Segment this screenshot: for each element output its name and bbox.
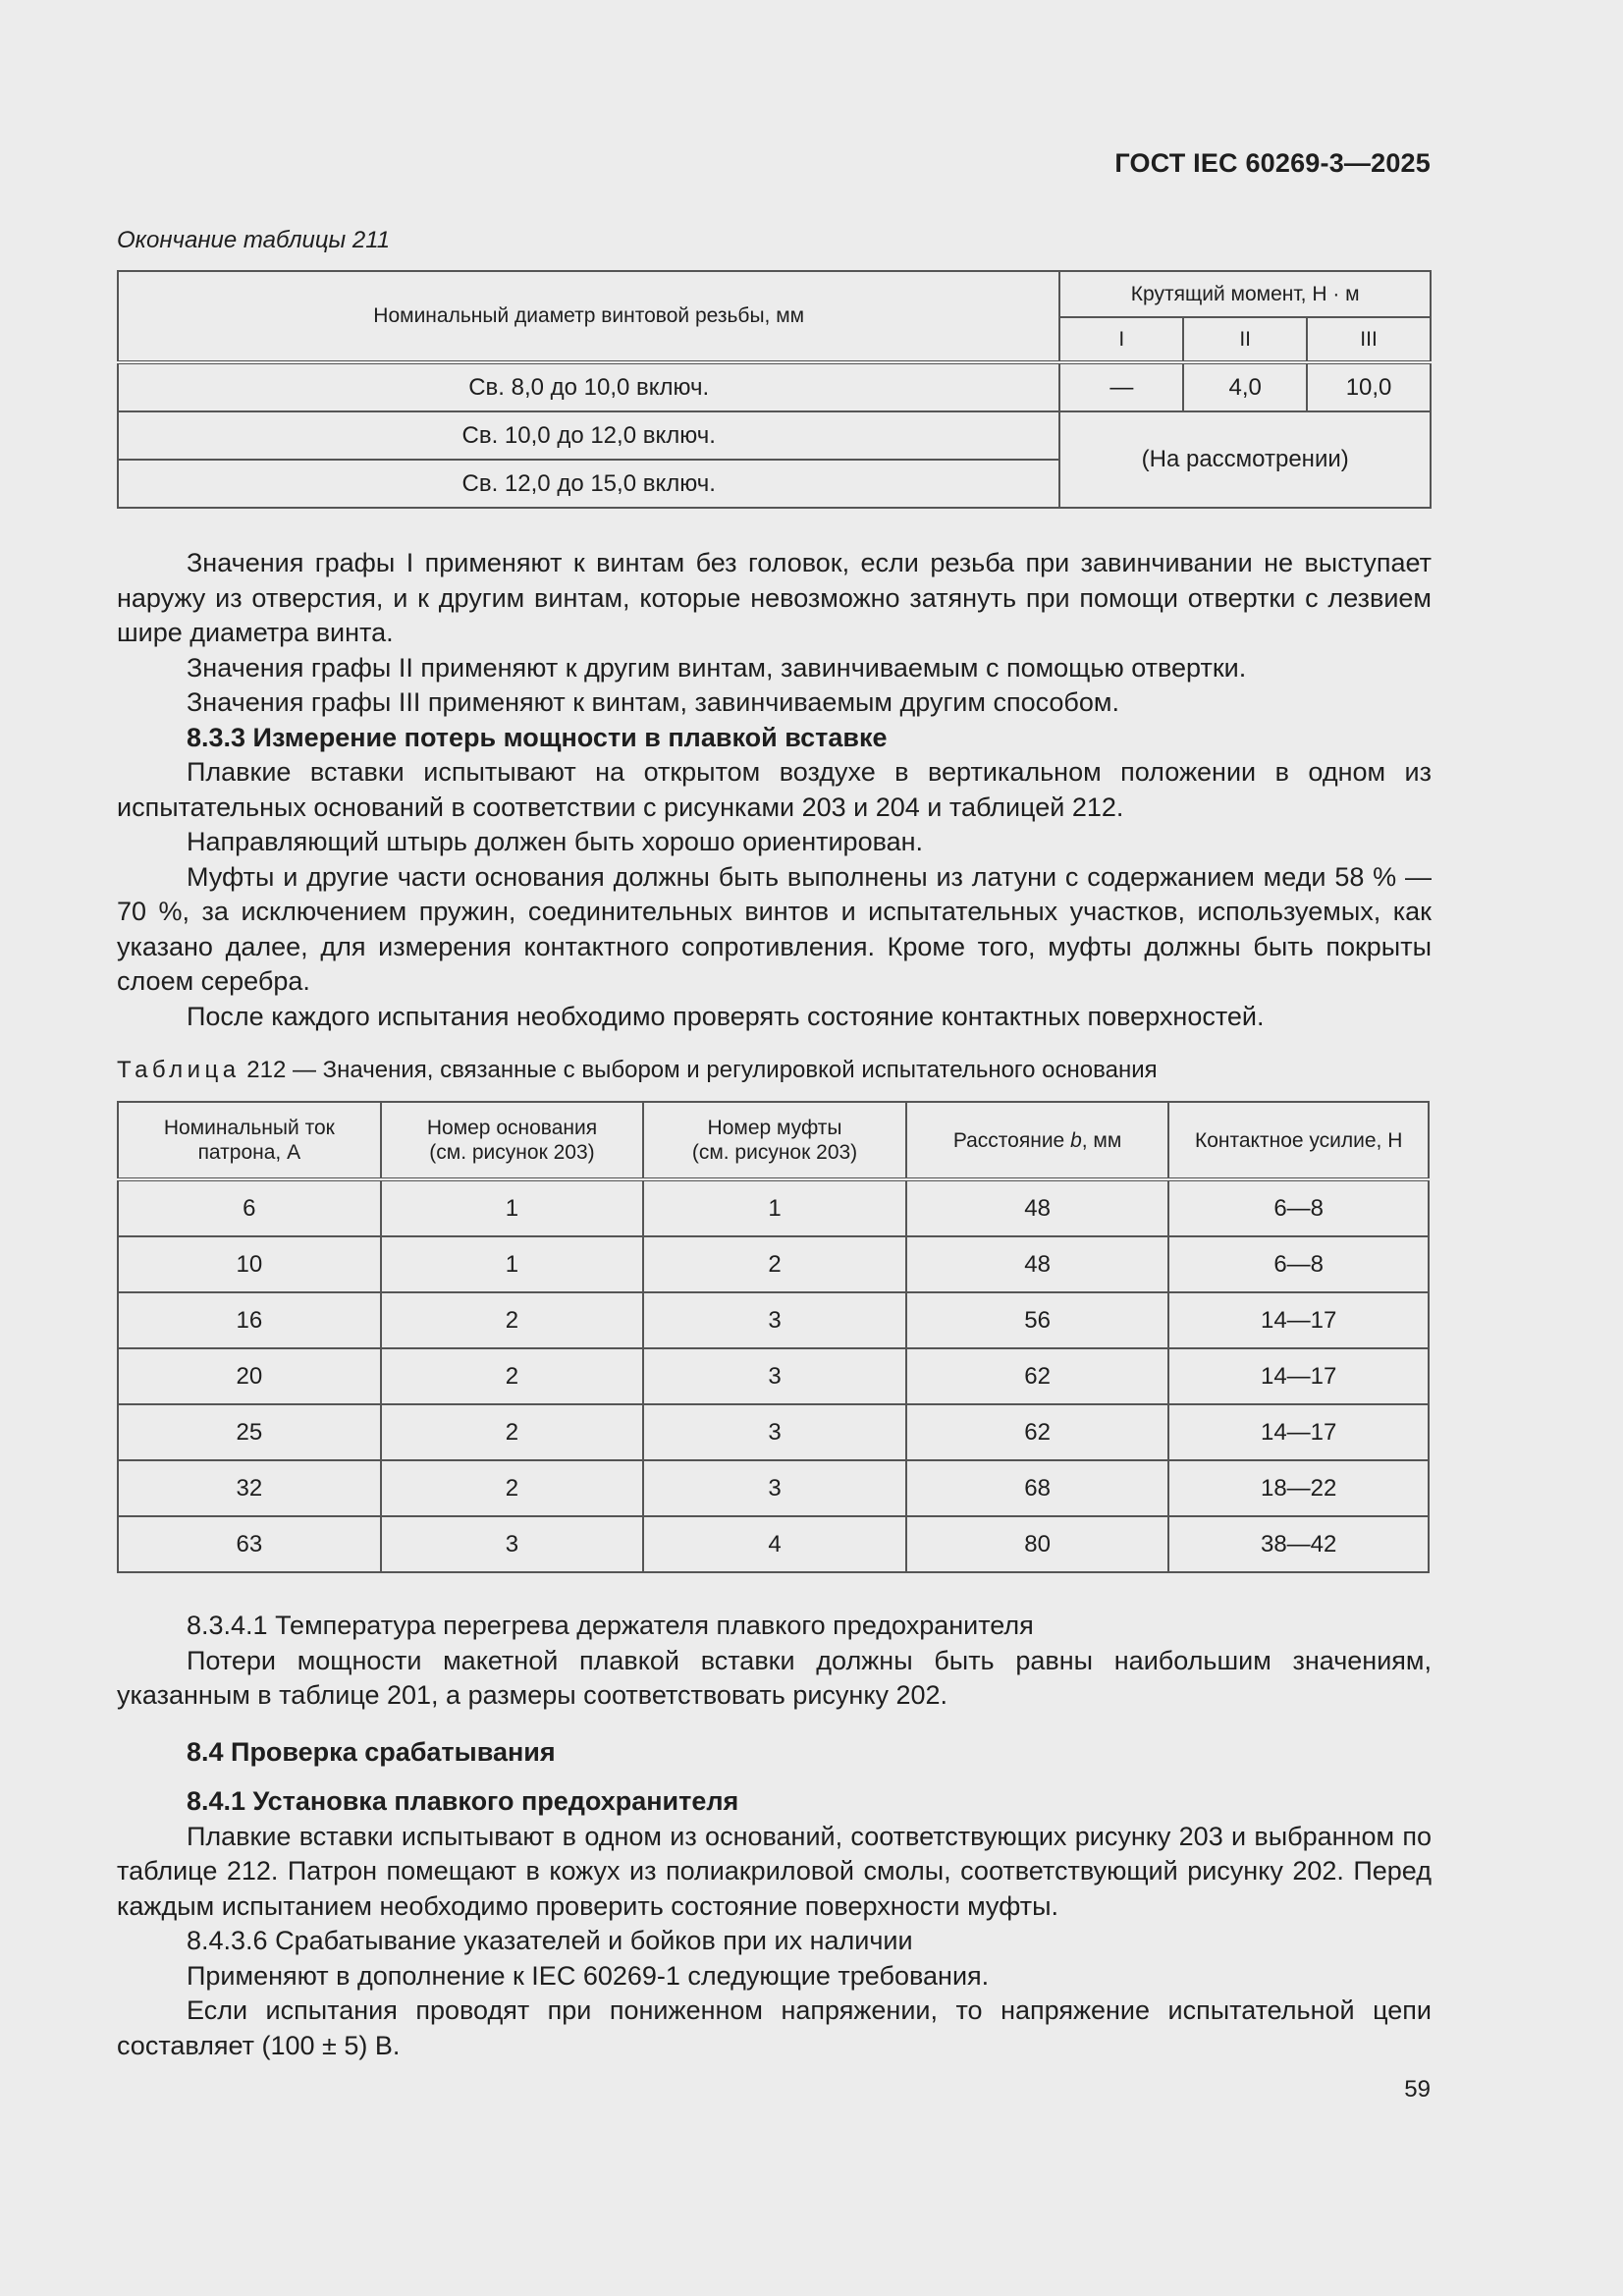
page-number: 59 (1404, 2076, 1431, 2103)
table-cell: 62 (906, 1404, 1169, 1460)
table-211-cell: — (1059, 362, 1183, 411)
table-212-header-rated-current: Номинальный ток патрона, А (118, 1102, 381, 1179)
section-heading-8-4: 8.4 Проверка срабатывания (187, 1736, 556, 1767)
table-211-cell: 4,0 (1183, 362, 1307, 411)
table-cell: 32 (118, 1460, 381, 1516)
table-cell: 38—42 (1168, 1516, 1429, 1572)
paragraph: Направляющий штырь должен быть хорошо ориентирован. (187, 827, 924, 856)
table-212-caption-text: 212 — Значения, связанные с выбором и регулировкой испытательного основания (246, 1057, 1158, 1083)
table-cell: 2 (381, 1460, 644, 1516)
table-212-header-sleeve-number: Номер муфты (см. рисунок 203) (643, 1102, 906, 1179)
table-212-header-base-number: Номер основания (см. рисунок 203) (381, 1102, 644, 1179)
table-cell: 25 (118, 1404, 381, 1460)
document-header: ГОСТ IEC 60269-3—2025 (1114, 148, 1431, 178)
table-212-header-contact-force: Контактное усилие, Н (1168, 1102, 1429, 1179)
table-row (118, 1404, 1429, 1460)
table-cell: 63 (118, 1516, 381, 1572)
table-cell: 14—17 (1168, 1292, 1429, 1348)
table-cell: 3 (643, 1460, 906, 1516)
table-cell: 48 (906, 1236, 1169, 1292)
table-row (118, 1292, 1429, 1348)
paragraph: Плавкие вставки испытывают в одном из оснований, соответствующих рисунку 203 и выбранном по таблице 212. Патрон помещают в кожух из полиакриловой смолы, соответствующий рисунку 202. Перед каждым испытанием необходимо проверить состояние поверхности муфты. (117, 1821, 1432, 1921)
paragraph: После каждого испытания необходимо проверять состояние контактных поверхностей. (187, 1001, 1265, 1031)
table-cell: 6—8 (1168, 1179, 1429, 1236)
table-row (118, 1516, 1429, 1572)
paragraph: Применяют в дополнение к IEC 60269-1 следующие требования. (187, 1960, 990, 1991)
section-heading-8-4-3-6: 8.4.3.6 Срабатывание указателей и бойков при их наличии (187, 1926, 913, 1955)
table-row (118, 1460, 1429, 1516)
table-row (118, 1348, 1429, 1404)
table-cell: 4 (643, 1516, 906, 1572)
table-cell: 1 (643, 1179, 906, 1236)
table-cell: 6 (118, 1179, 381, 1236)
table-cell: 3 (643, 1348, 906, 1404)
table-211-subheader-2: II (1183, 317, 1307, 362)
table-cell: 6—8 (1168, 1236, 1429, 1292)
section-heading-8-4-1: 8.4.1 Установка плавкого предохранителя (187, 1786, 739, 1816)
paragraph: Плавкие вставки испытывают на открытом воздухе в вертикальном положении в одном из испытательных оснований в соответствии с рисунками 203 и 204 и таблицей 212. (117, 757, 1432, 822)
body-text-block-1 (117, 546, 1432, 1034)
section-heading-8-3-3: 8.3.3 Измерение потерь мощности в плавкой вставке (187, 722, 888, 752)
table-211-row-label: Св. 12,0 до 15,0 включ. (118, 460, 1059, 508)
table-211-row-label: Св. 8,0 до 10,0 включ. (118, 362, 1059, 411)
paragraph: Значения графы I применяют к винтам без головок, если резьба при завинчивании не выступает наружу из отверстия, и к другим винтам, которые невозможно затянуть при помощи отвертки с лезвием шире диаметра винта. (117, 548, 1432, 647)
table-cell: 2 (381, 1292, 644, 1348)
table-cell: 1 (381, 1236, 644, 1292)
table-cell: 2 (381, 1348, 644, 1404)
paragraph: Муфты и другие части основания должны быть выполнены из латуни с содержанием меди 58 % — 70 %, за исключением пружин, соединительных винтов и испытательных участков, используемых, как указано далее, для измерения контактного сопротивления. Кроме того, муфты должны быть покрыты слоем серебра. (117, 861, 1432, 996)
table-211-row-label: Св. 10,0 до 12,0 включ. (118, 411, 1059, 460)
table-cell: 18—22 (1168, 1460, 1429, 1516)
table-cell: 3 (643, 1292, 906, 1348)
table-212-header-distance: Расстояние b, мм (906, 1102, 1169, 1179)
table-212-caption (117, 1057, 1158, 1084)
table-211 (117, 270, 1432, 509)
table-211-header-diameter: Номинальный диаметр винтовой резьбы, мм (118, 271, 1059, 362)
table-212-caption-word: Таблица (117, 1057, 241, 1083)
table-cell: 1 (381, 1179, 644, 1236)
table-211-subheader-1: I (1059, 317, 1183, 362)
table-cell: 14—17 (1168, 1348, 1429, 1404)
table-211-subheader-3: III (1307, 317, 1431, 362)
table-211-merged-note: (На рассмотрении) (1059, 411, 1431, 508)
table-cell: 10 (118, 1236, 381, 1292)
table-cell: 56 (906, 1292, 1169, 1348)
table-cell: 48 (906, 1179, 1169, 1236)
table-row (118, 1179, 1429, 1236)
table-211-header-torque: Крутящий момент, Н · м (1059, 271, 1431, 317)
paragraph: Значения графы II применяют к другим винтам, завинчиваемым с помощью отвертки. (187, 652, 1247, 683)
table-cell: 20 (118, 1348, 381, 1404)
table-cell: 68 (906, 1460, 1169, 1516)
table-cell: 62 (906, 1348, 1169, 1404)
table-cell: 16 (118, 1292, 381, 1348)
table-211-cell: 10,0 (1307, 362, 1431, 411)
body-text-block-2 (117, 1609, 1432, 2063)
table-cell: 2 (381, 1404, 644, 1460)
paragraph: Если испытания проводят при пониженном напряжении, то напряжение испытательной цепи составляет (100 ± 5) В. (117, 1995, 1432, 2060)
section-heading-8-3-4-1: 8.3.4.1 Температура перегрева держателя плавкого предохранителя (187, 1611, 1034, 1640)
table-cell: 3 (643, 1404, 906, 1460)
table-cell: 80 (906, 1516, 1169, 1572)
table-cell: 14—17 (1168, 1404, 1429, 1460)
table-211-continuation-caption: Окончание таблицы 211 (117, 227, 391, 253)
table-cell: 3 (381, 1516, 644, 1572)
paragraph: Потери мощности макетной плавкой вставки должны быть равны наибольшим значениям, указанным в таблице 201, а размеры соответствовать рисунку 202. (117, 1645, 1432, 1710)
paragraph: Значения графы III применяют к винтам, завинчиваемым другим способом. (187, 687, 1119, 717)
table-cell: 2 (643, 1236, 906, 1292)
table-212 (117, 1101, 1430, 1573)
table-row (118, 1236, 1429, 1292)
